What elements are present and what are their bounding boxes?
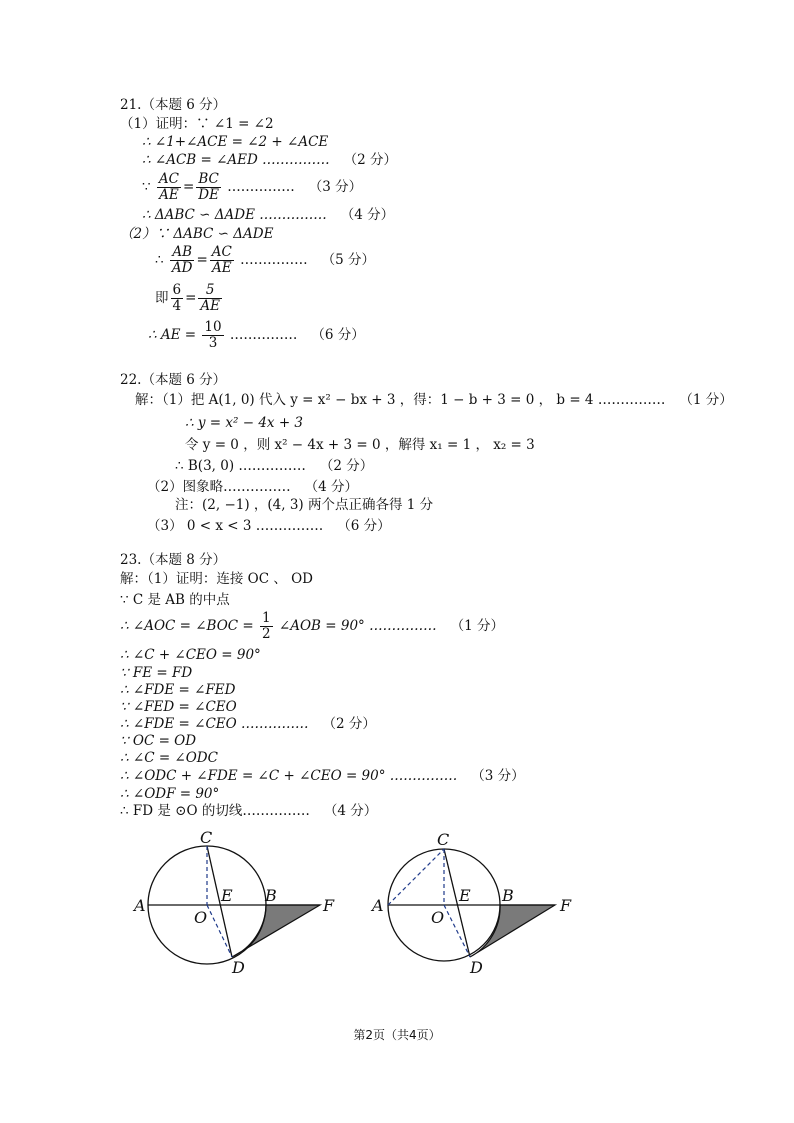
page-footer: 第2页（共4页） xyxy=(353,1028,441,1042)
label-c-2: C xyxy=(437,830,450,849)
fraction-ac-ae-2: $\frac{AC}{AE}$ xyxy=(211,244,232,276)
q21-line4-because: ∵ xyxy=(142,179,151,195)
q23-line11 xyxy=(120,768,525,784)
q23-line8-points: （2 分） xyxy=(322,716,376,732)
label-b: B xyxy=(265,886,277,905)
q21-line5-text: ∴ ΔABC ∽ ΔADE …………… xyxy=(142,207,327,223)
label-e-2: E xyxy=(459,886,471,905)
q21-title: 21.（本题 6 分） xyxy=(120,97,227,113)
label-b-2: B xyxy=(502,886,514,905)
q22-line5-points: （4 分） xyxy=(304,479,358,495)
q23-line11-points: （3 分） xyxy=(471,768,525,784)
q23-line13-points: （4 分） xyxy=(323,803,378,819)
q23-line3 xyxy=(120,609,504,643)
fraction-bc-de: $\frac{BC}{DE}$ xyxy=(198,171,219,203)
q21-line4-dots: …………… xyxy=(227,179,295,195)
q22-line4-points: （2 分） xyxy=(319,458,374,474)
shaded-region-2 xyxy=(470,905,555,957)
label-o-2: O xyxy=(431,908,445,927)
fraction-ab-ad: $\frac{AB}{AD}$ xyxy=(171,244,193,276)
q23-line7: ∵ ∠FED = ∠CEO xyxy=(120,699,237,715)
q21-line4: ∵ $\frac{AC}{AE}$ = $\frac{BC}{DE}$ …………… （3 分） xyxy=(142,171,363,203)
q21-line8-namely: 即 xyxy=(155,290,169,306)
q21-part2: （2）∵ ΔABC ∽ ΔADE xyxy=(120,226,274,242)
q21-line7-points: （5 分） xyxy=(321,252,376,268)
q23-line10: ∴ ∠C = ∠ODC xyxy=(120,750,218,766)
q23-line6: ∴ ∠FDE = ∠FED xyxy=(120,682,236,698)
fraction-10-3: $\frac{10}{3}$ xyxy=(204,319,222,351)
q21-line7: ∴ $\frac{AB}{AD}$ = $\frac{AC}{AE}$ …………… （5 分） xyxy=(155,244,376,276)
q23-line8 xyxy=(120,716,376,732)
q22-line7 xyxy=(147,518,391,534)
label-c: C xyxy=(200,828,213,847)
label-d-2: D xyxy=(470,958,483,977)
fraction-1-2: $\frac{1}{2}$ xyxy=(262,610,271,642)
label-a: A xyxy=(134,896,146,915)
q22-line2: ∴ y = x² − 4x + 3 xyxy=(185,415,304,431)
segment-od-2 xyxy=(444,905,470,957)
q21-line3 xyxy=(142,152,397,168)
label-f-2: F xyxy=(560,896,572,915)
q21-line5 xyxy=(142,207,394,223)
label-o: O xyxy=(194,908,208,927)
segment-ac xyxy=(388,849,444,905)
q21-part1: （1）证明：∵ ∠1 = ∠2 xyxy=(120,116,274,132)
q22-line7-points: （6 分） xyxy=(337,518,391,534)
q23-line2: ∵ C 是 AB 的中点 xyxy=(120,592,230,608)
q23-line4: ∴ ∠C + ∠CEO = 90° xyxy=(120,647,261,663)
q22-line1 xyxy=(135,392,733,408)
q22-line6: 注：(2, −1) ，(4, 3) 两个点正确各得 1 分 xyxy=(175,497,434,513)
q22-title: 22.（本题 6 分） xyxy=(120,372,227,388)
q23-line12: ∴ ∠ODF = 90° xyxy=(120,786,220,802)
segment-od xyxy=(207,905,232,957)
q21-line9-points: （6 分） xyxy=(311,327,365,343)
fraction-6-4: $\frac{6}{4}$ xyxy=(172,282,182,314)
q21-line3-points: （2 分） xyxy=(343,152,398,168)
label-f: F xyxy=(323,896,335,915)
figure-2 xyxy=(370,830,572,977)
q21-line3-text: ∴ ∠ACB = ∠AED …………… xyxy=(142,152,330,168)
q22-line5 xyxy=(147,479,358,495)
fraction-5-ae: $\frac{5}{AE}$ xyxy=(200,282,221,314)
q21-line9-text: ∴ AE = xyxy=(148,327,197,343)
q23-line1: 解：（1）证明：连接 OC 、 OD xyxy=(120,571,314,587)
q21-line5-points: （4 分） xyxy=(340,207,395,223)
q21-line7-dots: …………… xyxy=(240,252,308,268)
q23-line5: ∵ FE = FD xyxy=(120,665,193,681)
fraction-ac-ae: $\frac{AC}{AE}$ xyxy=(158,171,179,203)
q21-line2: ∴ ∠1+∠ACE = ∠2 + ∠ACE xyxy=(142,134,329,150)
q23-line3-points: （1 分） xyxy=(450,618,504,634)
figure-1 xyxy=(132,828,335,977)
label-d: D xyxy=(232,958,245,977)
q23-line8-text: ∴ ∠FDE = ∠CEO …………… xyxy=(120,716,309,732)
q22-line1-points: （1 分） xyxy=(679,392,733,408)
q21-line9 xyxy=(148,318,365,352)
q22-line4 xyxy=(175,458,373,474)
q21-line4-points: （3 分） xyxy=(308,179,363,195)
q23-line13 xyxy=(120,803,377,819)
q21-line8: 即 $\frac{6}{4}$ = $\frac{5}{AE}$ xyxy=(155,282,221,314)
q21-line7-therefore: ∴ xyxy=(155,252,164,268)
label-e: E xyxy=(221,886,233,905)
q22-line1-text: 解：（1）把 A(1, 0) 代入 y = x² − bx + 3 ，得：1 − b + 3 = 0 ， b = 4 …………… xyxy=(135,392,666,408)
q23-title: 23.（本题 8 分） xyxy=(120,552,227,568)
q23-line13-text: ∴ FD 是 ⊙O 的切线…………… xyxy=(120,803,310,819)
q23-line3-post: ∠AOB = 90° …………… xyxy=(278,618,437,634)
q22-line5-text: （2）图象略…………… xyxy=(147,479,291,495)
label-a-2: A xyxy=(372,896,384,915)
q21-line9-dots: …………… xyxy=(229,327,298,343)
q22-line7-text: （3） 0 < x < 3 …………… xyxy=(147,518,324,534)
q23-line9: ∵ OC = OD xyxy=(120,733,197,749)
q22-line4-text: ∴ B(3, 0) …………… xyxy=(175,458,306,474)
q23-line11-text: ∴ ∠ODC + ∠FDE = ∠C + ∠CEO = 90° …………… xyxy=(120,768,458,784)
q23-line3-text: ∴ ∠AOC = ∠BOC = xyxy=(120,618,254,634)
geometry-figures xyxy=(0,825,794,985)
q22-line3: 令 y = 0 ，则 x² − 4x + 3 = 0 ，解得 x₁ = 1 ， x₂ = 3 xyxy=(185,437,535,453)
